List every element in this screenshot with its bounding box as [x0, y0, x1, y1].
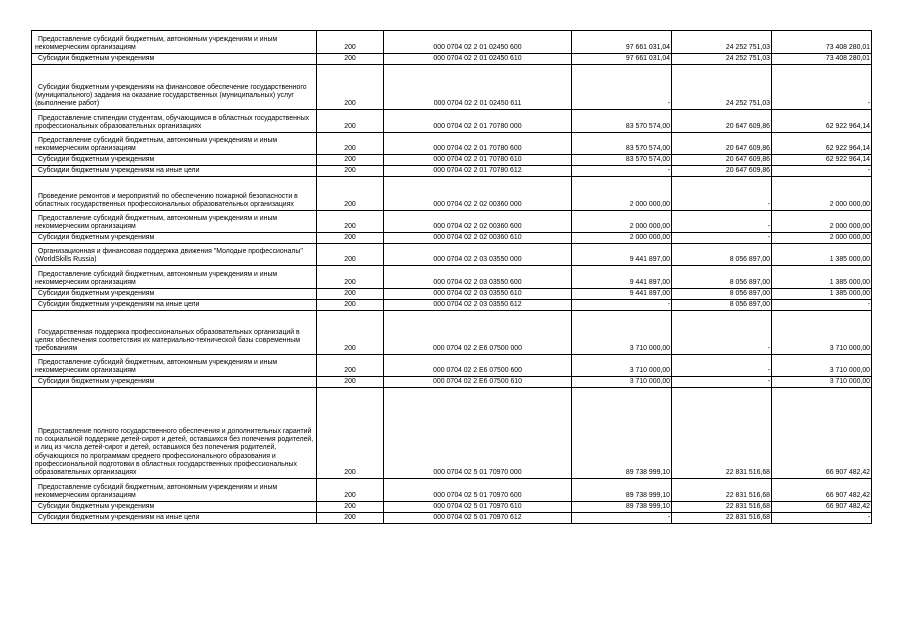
- row-approved-amount-cell: 3 710 000,00: [572, 377, 672, 388]
- row-line-code-cell: 200: [317, 110, 384, 133]
- row-line-code-cell: 200: [317, 155, 384, 166]
- row-executed-amount-cell: 24 252 751,03: [672, 65, 772, 110]
- row-line-code-cell: 200: [317, 233, 384, 244]
- row-name-cell: [32, 300, 317, 311]
- table-row: [32, 502, 872, 513]
- row-approved-amount-cell: -: [572, 513, 672, 524]
- row-line-code-cell: 200: [317, 133, 384, 155]
- row-unexecuted-amount-cell: 3 710 000,00: [772, 311, 872, 355]
- row-classification-code-cell: 000 0704 02 2 01 02450 600: [384, 31, 572, 54]
- table-row: [32, 65, 872, 110]
- table-row: [32, 244, 872, 266]
- row-name-cell: [32, 65, 317, 110]
- row-executed-amount-cell: 8 056 897,00: [672, 289, 772, 300]
- row-approved-amount-cell: -: [572, 65, 672, 110]
- row-name-text: Субсидии бюджетным учреждениям: [38, 377, 155, 385]
- row-approved-amount-cell: 3 710 000,00: [572, 311, 672, 355]
- row-line-code-cell: 200: [317, 166, 384, 177]
- row-executed-amount-cell: 22 831 516,68: [672, 479, 772, 502]
- row-name-text: Предоставление субсидий бюджетным, автономным учреждениям и иным некоммерческим организациям: [35, 358, 278, 374]
- row-unexecuted-amount-cell: 73 408 280,01: [772, 31, 872, 54]
- row-unexecuted-amount-cell: 2 000 000,00: [772, 177, 872, 211]
- row-name-text: Организационная и финансовая поддержка движения "Молодые профессионалы" (WorldSkills Russia): [35, 247, 303, 263]
- row-name-cell: [32, 355, 317, 377]
- row-line-code-cell: 200: [317, 300, 384, 311]
- row-executed-amount-cell: 20 647 609,86: [672, 133, 772, 155]
- row-approved-amount-cell: 83 570 574,00: [572, 133, 672, 155]
- row-classification-code-cell: 000 0704 02 2 03 03550 000: [384, 244, 572, 266]
- row-unexecuted-amount-cell: 66 907 482,42: [772, 479, 872, 502]
- row-name-cell: [32, 502, 317, 513]
- row-approved-amount-cell: 9 441 897,00: [572, 244, 672, 266]
- row-classification-code-cell: 000 0704 02 2 01 70780 000: [384, 110, 572, 133]
- row-executed-amount-cell: 8 056 897,00: [672, 266, 772, 289]
- row-name-text: Субсидии бюджетным учреждениям: [38, 289, 155, 297]
- row-executed-amount-cell: -: [672, 355, 772, 377]
- row-approved-amount-cell: 97 661 031,04: [572, 31, 672, 54]
- row-unexecuted-amount-cell: 66 907 482,42: [772, 388, 872, 479]
- row-classification-code-cell: 000 0704 02 2 02 00360 000: [384, 177, 572, 211]
- row-name-cell: [32, 31, 317, 54]
- row-classification-code-cell: 000 0704 02 5 01 70970 000: [384, 388, 572, 479]
- table-row: [32, 311, 872, 355]
- table-row: [32, 513, 872, 524]
- row-unexecuted-amount-cell: -: [772, 300, 872, 311]
- row-classification-code-cell: 000 0704 02 5 01 70970 610: [384, 502, 572, 513]
- row-executed-amount-cell: -: [672, 377, 772, 388]
- row-name-text: Предоставление субсидий бюджетным, автономным учреждениям и иным некоммерческим организациям: [35, 35, 278, 51]
- row-unexecuted-amount-cell: 62 922 964,14: [772, 155, 872, 166]
- row-name-text: Субсидии бюджетным учреждениям на финансовое обеспечение государственного (муниципального) задания на оказание государственных (муниципальных) услуг (выполнение работ): [35, 83, 307, 107]
- table-row: [32, 388, 872, 479]
- row-approved-amount-cell: 89 738 999,10: [572, 388, 672, 479]
- row-name-text: Субсидии бюджетным учреждениям на иные цели: [38, 513, 200, 521]
- table-row: [32, 31, 872, 54]
- row-classification-code-cell: 000 0704 02 2 03 03550 610: [384, 289, 572, 300]
- row-unexecuted-amount-cell: 2 000 000,00: [772, 211, 872, 233]
- row-executed-amount-cell: 8 056 897,00: [672, 300, 772, 311]
- row-executed-amount-cell: 22 831 516,68: [672, 388, 772, 479]
- row-approved-amount-cell: 97 661 031,04: [572, 54, 672, 65]
- row-unexecuted-amount-cell: 62 922 964,14: [772, 133, 872, 155]
- row-approved-amount-cell: 89 738 999,10: [572, 479, 672, 502]
- row-name-text: Предоставление стипендии студентам, обучающимся в областных государственных профессиональных образовательных организациях: [35, 114, 310, 130]
- row-classification-code-cell: 000 0704 02 2 Е6 07500 610: [384, 377, 572, 388]
- row-name-text: Предоставление субсидий бюджетным, автономным учреждениям и иным некоммерческим организациям: [35, 483, 278, 499]
- row-classification-code-cell: 000 0704 02 2 01 70780 600: [384, 133, 572, 155]
- row-approved-amount-cell: 2 000 000,00: [572, 177, 672, 211]
- row-line-code-cell: 200: [317, 289, 384, 300]
- row-unexecuted-amount-cell: -: [772, 513, 872, 524]
- table-row: [32, 289, 872, 300]
- row-unexecuted-amount-cell: 73 408 280,01: [772, 54, 872, 65]
- row-executed-amount-cell: 20 647 609,86: [672, 155, 772, 166]
- row-unexecuted-amount-cell: 3 710 000,00: [772, 377, 872, 388]
- row-approved-amount-cell: 9 441 897,00: [572, 266, 672, 289]
- row-approved-amount-cell: 83 570 574,00: [572, 155, 672, 166]
- row-classification-code-cell: 000 0704 02 2 01 02450 611: [384, 65, 572, 110]
- table-row: [32, 300, 872, 311]
- table-row: [32, 166, 872, 177]
- table-row: [32, 377, 872, 388]
- row-name-cell: [32, 244, 317, 266]
- row-unexecuted-amount-cell: 1 385 000,00: [772, 289, 872, 300]
- row-executed-amount-cell: 24 252 751,03: [672, 54, 772, 65]
- table-row: [32, 54, 872, 65]
- row-approved-amount-cell: 2 000 000,00: [572, 211, 672, 233]
- row-name-cell: [32, 377, 317, 388]
- row-unexecuted-amount-cell: -: [772, 65, 872, 110]
- row-name-text: Субсидии бюджетным учреждениям: [38, 54, 155, 62]
- row-approved-amount-cell: 2 000 000,00: [572, 233, 672, 244]
- row-classification-code-cell: 000 0704 02 2 01 70780 612: [384, 166, 572, 177]
- row-line-code-cell: 200: [317, 65, 384, 110]
- row-executed-amount-cell: -: [672, 211, 772, 233]
- row-classification-code-cell: 000 0704 02 2 03 03550 600: [384, 266, 572, 289]
- row-name-cell: [32, 54, 317, 65]
- table-row: [32, 233, 872, 244]
- row-classification-code-cell: 000 0704 02 2 02 00360 610: [384, 233, 572, 244]
- row-line-code-cell: 200: [317, 502, 384, 513]
- row-name-cell: [32, 211, 317, 233]
- row-classification-code-cell: 000 0704 02 5 01 70970 600: [384, 479, 572, 502]
- row-name-text: Предоставление субсидий бюджетным, автономным учреждениям и иным некоммерческим организациям: [35, 136, 278, 152]
- row-name-cell: [32, 479, 317, 502]
- row-line-code-cell: 200: [317, 311, 384, 355]
- row-name-cell: [32, 110, 317, 133]
- table-row: [32, 110, 872, 133]
- row-line-code-cell: 200: [317, 266, 384, 289]
- row-line-code-cell: 200: [317, 211, 384, 233]
- row-classification-code-cell: 000 0704 02 2 03 03550 612: [384, 300, 572, 311]
- table-row: [32, 155, 872, 166]
- row-line-code-cell: 200: [317, 355, 384, 377]
- row-name-cell: [32, 266, 317, 289]
- row-unexecuted-amount-cell: -: [772, 166, 872, 177]
- row-name-cell: [32, 155, 317, 166]
- row-line-code-cell: 200: [317, 54, 384, 65]
- budget-execution-table: [31, 30, 872, 524]
- row-name-cell: [32, 513, 317, 524]
- row-line-code-cell: 200: [317, 513, 384, 524]
- row-line-code-cell: 200: [317, 388, 384, 479]
- row-classification-code-cell: 000 0704 02 5 01 70970 612: [384, 513, 572, 524]
- row-approved-amount-cell: -: [572, 166, 672, 177]
- row-executed-amount-cell: 20 647 609,86: [672, 110, 772, 133]
- row-executed-amount-cell: 24 252 751,03: [672, 31, 772, 54]
- row-name-cell: [32, 289, 317, 300]
- row-name-cell: [32, 177, 317, 211]
- row-name-cell: [32, 311, 317, 355]
- table-row: [32, 177, 872, 211]
- row-line-code-cell: 200: [317, 479, 384, 502]
- row-executed-amount-cell: 8 056 897,00: [672, 244, 772, 266]
- row-executed-amount-cell: 22 831 516,68: [672, 513, 772, 524]
- row-unexecuted-amount-cell: 66 907 482,42: [772, 502, 872, 513]
- row-line-code-cell: 200: [317, 31, 384, 54]
- row-approved-amount-cell: 83 570 574,00: [572, 110, 672, 133]
- row-classification-code-cell: 000 0704 02 2 Е6 07500 600: [384, 355, 572, 377]
- row-executed-amount-cell: 22 831 516,68: [672, 502, 772, 513]
- row-classification-code-cell: 000 0704 02 2 01 02450 610: [384, 54, 572, 65]
- row-approved-amount-cell: 3 710 000,00: [572, 355, 672, 377]
- table-row: [32, 211, 872, 233]
- table-row: [32, 266, 872, 289]
- row-name-text: Субсидии бюджетным учреждениям: [38, 233, 155, 241]
- row-name-text: Субсидии бюджетным учреждениям: [38, 155, 155, 163]
- row-classification-code-cell: 000 0704 02 2 Е6 07500 000: [384, 311, 572, 355]
- row-name-text: Субсидии бюджетным учреждениям на иные цели: [38, 166, 200, 174]
- table-row: [32, 133, 872, 155]
- row-executed-amount-cell: -: [672, 233, 772, 244]
- row-executed-amount-cell: -: [672, 311, 772, 355]
- row-line-code-cell: 200: [317, 177, 384, 211]
- row-approved-amount-cell: 89 738 999,10: [572, 502, 672, 513]
- row-name-text: Государственная поддержка профессиональных образовательных организаций в целях обеспечения соответствия их материально-технической базы современным требованиям: [35, 328, 300, 352]
- row-executed-amount-cell: 20 647 609,86: [672, 166, 772, 177]
- row-name-text: Предоставление полного государственного обеспечения и дополнительных гарантий по социальной поддержке детей-сирот и детей, оставшихся без попечения родителей, и лиц из числа детей-сирот и детей, оставшихся без попечения родителей, обучающихся по программам среднего профессионального образования и профессиональной подготовки в областных государственных профессиональных образовательных организациях: [35, 428, 314, 476]
- row-line-code-cell: 200: [317, 244, 384, 266]
- row-approved-amount-cell: -: [572, 300, 672, 311]
- row-unexecuted-amount-cell: 2 000 000,00: [772, 233, 872, 244]
- row-name-text: Предоставление субсидий бюджетным, автономным учреждениям и иным некоммерческим организациям: [35, 270, 278, 286]
- row-name-cell: [32, 233, 317, 244]
- row-name-cell: [32, 133, 317, 155]
- table-row: [32, 355, 872, 377]
- row-name-text: Предоставление субсидий бюджетным, автономным учреждениям и иным некоммерческим организациям: [35, 214, 278, 230]
- row-name-cell: [32, 388, 317, 479]
- row-classification-code-cell: 000 0704 02 2 01 70780 610: [384, 155, 572, 166]
- row-executed-amount-cell: -: [672, 177, 772, 211]
- table-row: [32, 479, 872, 502]
- row-name-text: Проведение ремонтов и мероприятий по обеспечению пожарной безопасности в областных государственных профессиональных образовательных организациях: [35, 192, 298, 208]
- row-approved-amount-cell: 9 441 897,00: [572, 289, 672, 300]
- row-name-text: Субсидии бюджетным учреждениям на иные цели: [38, 300, 200, 308]
- row-unexecuted-amount-cell: 62 922 964,14: [772, 110, 872, 133]
- row-unexecuted-amount-cell: 1 385 000,00: [772, 244, 872, 266]
- row-line-code-cell: 200: [317, 377, 384, 388]
- row-classification-code-cell: 000 0704 02 2 02 00360 600: [384, 211, 572, 233]
- row-unexecuted-amount-cell: 3 710 000,00: [772, 355, 872, 377]
- row-name-text: Субсидии бюджетным учреждениям: [38, 502, 155, 510]
- row-name-cell: [32, 166, 317, 177]
- row-unexecuted-amount-cell: 1 385 000,00: [772, 266, 872, 289]
